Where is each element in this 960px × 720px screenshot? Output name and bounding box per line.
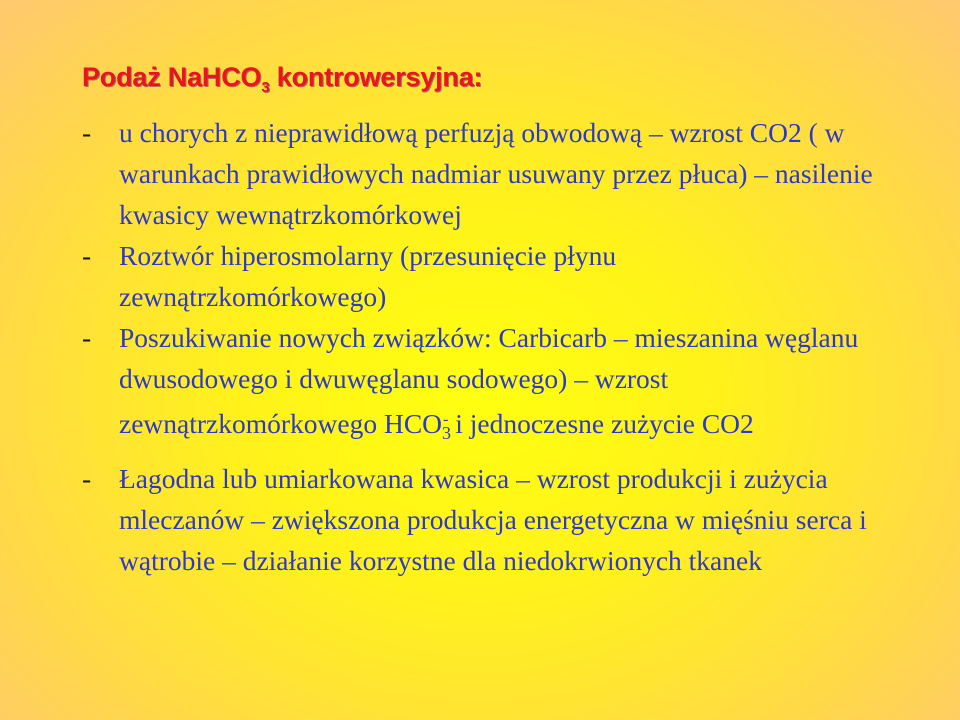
slide-title (82, 62, 482, 96)
bullet-marker: - (82, 240, 92, 271)
bullet-item-1 (82, 112, 882, 235)
bullet-marker: - (82, 117, 92, 148)
bullet-text-2: Roztwór hiperosmolarny (przesunięcie płynu zewnątrzkomórkowego) (119, 240, 617, 312)
title-subscript: 3 (261, 79, 270, 96)
bullet-marker: - (82, 463, 92, 494)
title-suffix: kontrowersyjna: (269, 62, 483, 92)
bullet-text-3-before: Poszukiwanie nowych związków: Carbicarb – mieszanina węglanu dwusodowego i dwuwęglanu sodowego) – wzrost zewnątrzkomórkowego HCO (119, 322, 859, 439)
bullet-marker: - (82, 322, 92, 353)
title-prefix: Podaż NaHCO (82, 62, 262, 92)
bullet-text-3-after: i jednoczesne zużycie CO2 (448, 408, 754, 439)
bullet-text-4: Łagodna lub umiarkowana kwasica – wzrost produkcji i zużycia mleczanów – zwiększona produkcja energetyczna w mięśniu serca i wątrobie – działanie korzystne dla niedokrwionych tkanek (119, 463, 867, 576)
bullet-item-4 (82, 458, 882, 581)
bullet-text-1: u chorych z nieprawidłową perfuzją obwodową – wzrost CO2 ( w warunkach prawidłowych nadmiar usuwany przez płuca) – nasilenie kwasicy wewnątrzkomórkowej (119, 117, 873, 230)
hco3-subscript: 3 (442, 423, 452, 443)
bullet-item-3 (82, 317, 882, 454)
bullet-item-2 (82, 235, 882, 317)
hco3-superscript: - (443, 411, 449, 428)
bullet-list (82, 112, 882, 581)
